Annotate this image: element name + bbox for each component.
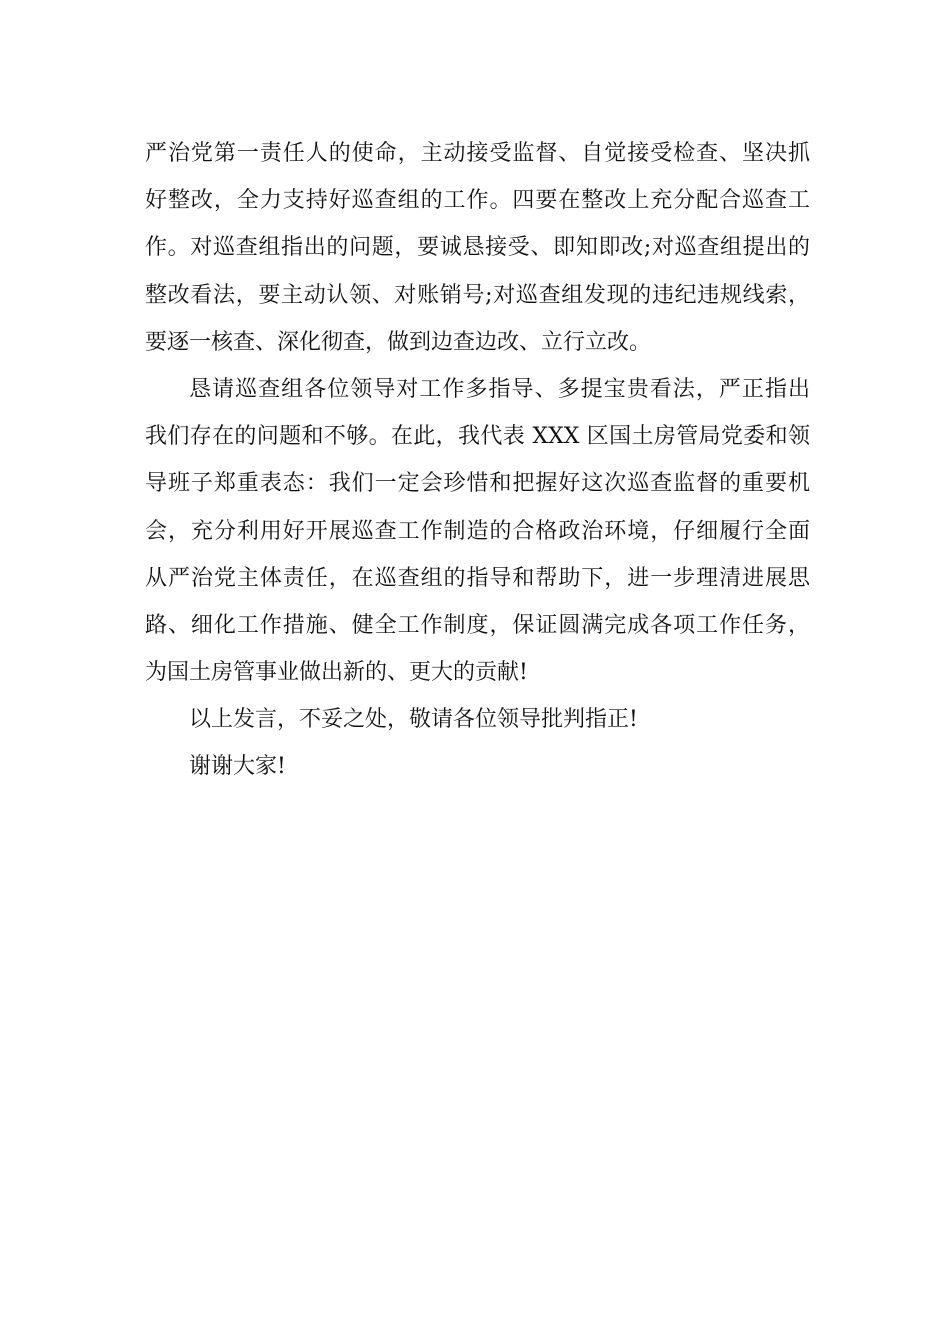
paragraph-2 — [145, 366, 810, 696]
paragraph-line: 从严治党主体责任，在巡查组的指导和帮助下，进一步理清进展思 — [145, 565, 810, 591]
paragraph-line: 会，充分利用好开展巡查工作制造的合格政治环境，仔细履行全面 — [145, 518, 810, 544]
paragraph-line: 好整改，全力支持好巡查组的工作。四要在整改上充分配合巡查工 — [145, 188, 810, 214]
paragraph-line: 谢谢大家! — [189, 754, 286, 780]
document-body — [145, 130, 810, 791]
paragraph-line: 为国土房管事业做出新的、更大的贡献! — [145, 660, 528, 686]
paragraph-line: 恳请巡查组各位领导对工作多指导、多提宝贵看法，严正指出 — [189, 376, 810, 402]
paragraph-line: 严治党第一责任人的使命，主动接受监督、自觉接受检查、坚决抓 — [145, 141, 810, 166]
paragraph-line: 路、细化工作措施、健全工作制度，保证圆满完成各项工作任务， — [145, 612, 810, 638]
paragraph-line: 我们存在的问题和不够。在此，我代表 XXX 区国土房管局党委和领 — [145, 424, 810, 450]
paragraph-line: 以上发言，不妥之处，敬请各位领导批判指正! — [189, 707, 638, 733]
paragraph-1 — [145, 130, 810, 366]
paragraph-line: 导班子郑重表态：我们一定会珍惜和把握好这次巡查监督的重要机 — [145, 471, 810, 497]
paragraph-line: 要逐一核查、深化彻查，做到边查边改、立行立改。 — [145, 329, 652, 355]
paragraph-line: 作。对巡查组指出的问题，要诚恳接受、即知即改;对巡查组提出的 — [145, 235, 810, 261]
paragraph-line: 整改看法，要主动认领、对账销号;对巡查组发现的违纪违规线索， — [145, 282, 810, 308]
paragraph-4 — [145, 743, 810, 790]
paragraph-3 — [145, 696, 810, 743]
